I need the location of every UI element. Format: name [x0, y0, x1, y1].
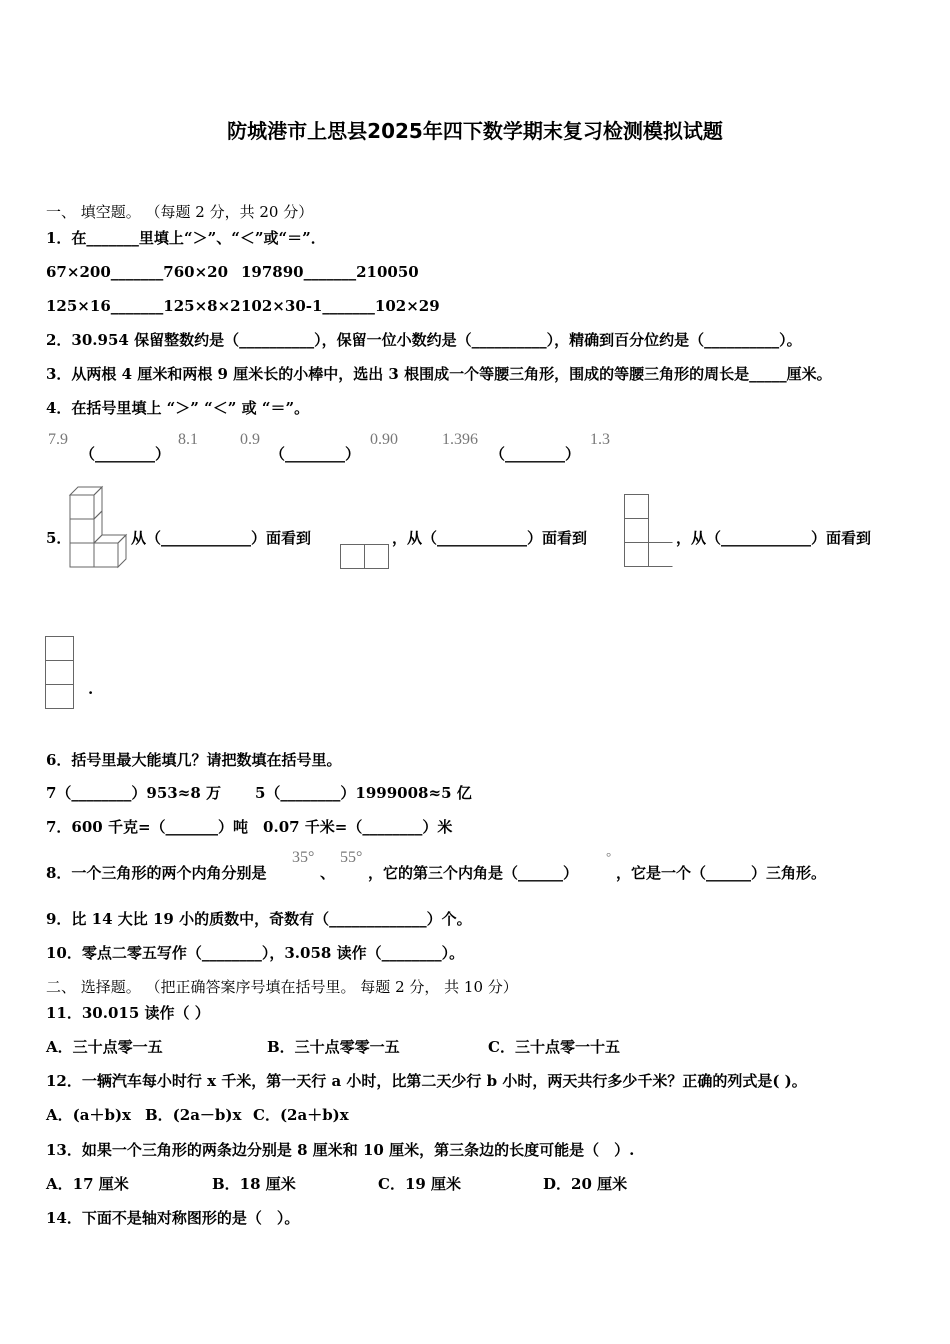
q13-option-b: B．18 厘米: [212, 1175, 296, 1193]
cube-stack-figure: [70, 487, 130, 571]
q4-pair3-right: 1.3: [590, 431, 610, 448]
page-title: 防城港市上思县2025年四下数学期末复习检测模拟试题: [227, 119, 723, 143]
q3-text: 3．从两根 4 厘米和两根 9 厘米长的小棒中，选出 3 根围成一个等腰三角形，围成的等腰三角形的周长是_____厘米。: [46, 365, 832, 383]
q8-post: ，它是一个（______）三角形。: [616, 864, 827, 882]
q4-pair1-blank: （________）: [80, 445, 171, 463]
q11-option-c: C．三十点零一十五: [488, 1038, 620, 1056]
q11-option-b: B．三十点零零一五: [267, 1038, 400, 1056]
q5-part1: 从（____________）面看到: [131, 529, 312, 547]
section-2-heading: 二、 选择题。 （把正确答案序号填在括号里。 每题 2 分， 共 10 分）: [46, 978, 518, 996]
q8-angle-2: 55°: [340, 849, 363, 866]
section-1-heading: 一、 填空题。 （每题 2 分，共 20 分）: [46, 203, 314, 221]
q5-part3: ，从（____________）面看到: [676, 529, 872, 547]
q8-separator: 、: [320, 864, 336, 882]
q8-pre: 8．一个三角形的两个内角分别是: [46, 864, 267, 882]
q4-pair2-right: 0.90: [370, 431, 398, 448]
view-two-squares-figure: [340, 544, 390, 570]
q12-option-a: A．(a＋b)x: [46, 1106, 131, 1124]
q4-pair1-right: 8.1: [178, 431, 198, 448]
q1-row2-left: 125×16_______125×8×2: [46, 297, 241, 315]
q4-pair1-left: 7.9: [48, 431, 68, 448]
q13-option-d: D．20 厘米: [543, 1175, 628, 1193]
q4-pair2-left: 0.9: [240, 431, 260, 448]
q4-pair3-blank: （________）: [490, 445, 581, 463]
q14-stem: 14．下面不是轴对称图形的是（ ）。: [46, 1209, 300, 1227]
q10-text: 10．零点二零五写作（________），3.058 读作（________）。: [46, 944, 465, 962]
q1-stem: 1．在_______里填上“＞”、“＜”或“＝”．: [46, 229, 326, 247]
q4-pair2-blank: （________）: [270, 445, 361, 463]
view-l-shape-figure: [624, 494, 676, 570]
q13-option-a: A．17 厘米: [46, 1175, 129, 1193]
q6-stem: 6．括号里最大能填几？请把数填在括号里。: [46, 751, 342, 769]
q1-row2-right: 102×30-1_______102×29: [241, 297, 440, 315]
q2-text: 2．30.954 保留整数约是（__________），保留一位小数约是（__________），精确到百分位约是（__________）。: [46, 331, 802, 349]
q12-option-b: B．(2a－b)x: [145, 1106, 242, 1124]
view-three-squares-figure: [45, 636, 75, 712]
q8-mid: ，它的第三个内角是（______）: [368, 864, 579, 882]
q12-option-c: C．(2a＋b)x: [253, 1106, 349, 1124]
q9-text: 9．比 14 大比 19 小的质数中，奇数有（_____________）个。: [46, 910, 472, 928]
q1-row1-right: 197890_______210050: [241, 263, 419, 281]
q8-angle-1: 35°: [292, 849, 315, 866]
q4-stem: 4．在括号里填上 “＞” “＜” 或 “＝”。: [46, 399, 310, 417]
q1-row1-left: 67×200_______760×20: [46, 263, 229, 281]
q8-degree-mark: °: [606, 849, 612, 864]
q13-option-c: C．19 厘米: [378, 1175, 462, 1193]
q4-pair3-left: 1.396: [442, 431, 478, 448]
q13-stem: 13．如果一个三角形的两条边分别是 8 厘米和 10 厘米，第三条边的长度可能是（ ）.: [46, 1141, 635, 1159]
q11-option-a: A．三十点零一五: [46, 1038, 163, 1056]
q6-a: 7（________）953≈8 万: [46, 784, 221, 802]
q5-end: .: [88, 680, 94, 698]
q11-stem: 11．30.015 读作（ ）: [46, 1004, 210, 1022]
q5-part2: ，从（____________）面看到: [392, 529, 588, 547]
q5-number: 5．: [46, 529, 72, 547]
q7-text: 7．600 千克=（_______）吨 0.07 千米=（________）米: [46, 818, 453, 836]
q12-stem: 12．一辆汽车每小时行 x 千米，第一天行 a 小时，比第二天少行 b 小时，两天共行多少千米？正确的列式是( )。: [46, 1072, 807, 1090]
q6-b: 5（________）1999008≈5 亿: [255, 784, 472, 802]
